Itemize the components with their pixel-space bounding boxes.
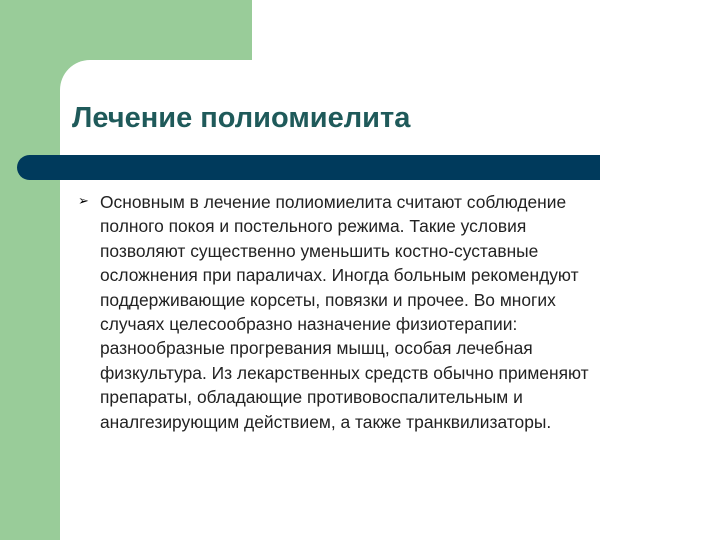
bullet-text bbox=[100, 190, 680, 434]
arrow-bullet-icon: ➢ bbox=[78, 194, 89, 209]
bullet-line: препараты, обладающие противовоспалительным и bbox=[100, 387, 523, 408]
bullet-line: физкультура. Из лекарственных средств обычно применяют bbox=[100, 362, 589, 383]
bullet-line: аналгезирующим действием, а также транквилизаторы. bbox=[100, 411, 552, 432]
bullet-line: позволяют существенно уменьшить костно-суставные bbox=[100, 240, 539, 261]
bullet-line: Основным в лечение полиомиелита считают соблюдение bbox=[100, 192, 567, 212]
bullet-line: полного покоя и постельного режима. Такие условия bbox=[100, 216, 527, 237]
title-divider-bar bbox=[17, 155, 600, 180]
bullet-line: осложнения при параличах. Иногда больным рекомендуют bbox=[100, 265, 579, 286]
slide-title: Лечение полиомиелита bbox=[72, 102, 411, 134]
bullet-line: разнообразные прогревания мышц, особая лечебная bbox=[100, 338, 533, 359]
bullet-line: поддерживающие корсеты, повязки и прочее. Во многих bbox=[100, 289, 556, 310]
bullet-line: случаях целесообразно назначение физиотерапии: bbox=[100, 314, 518, 335]
